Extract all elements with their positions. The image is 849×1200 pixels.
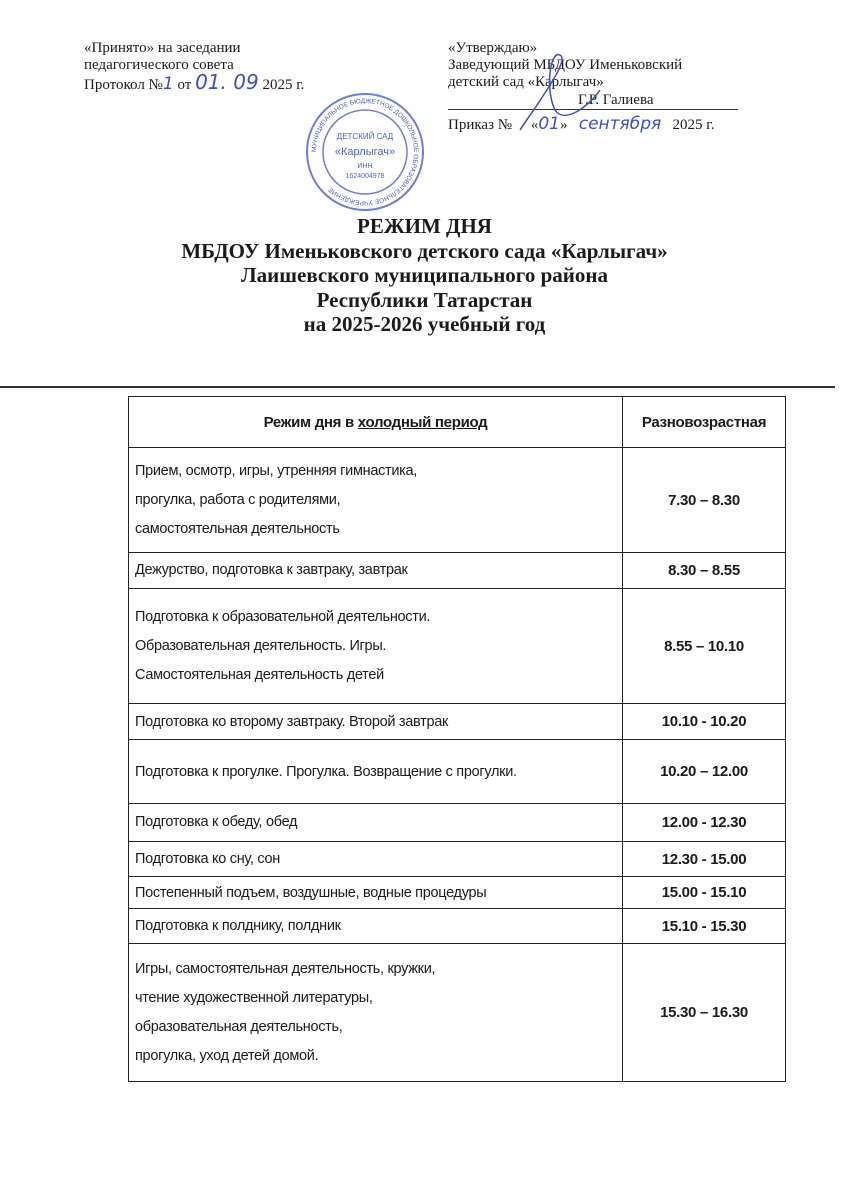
schedule-table: [128, 396, 786, 1082]
protocol-number-handwritten: 1: [162, 74, 174, 94]
table-row: [129, 589, 786, 704]
table-row: [129, 842, 786, 877]
activity-line: самостоятельная деятельность: [135, 520, 340, 537]
director-name: Г.Р. Галиева: [448, 92, 738, 110]
header-activity: [129, 397, 623, 448]
quote-open: «: [530, 117, 539, 133]
activity-cell: [129, 944, 623, 1082]
table-row: [129, 448, 786, 553]
activity-line: Самостоятельная деятельность детей: [135, 666, 384, 683]
protocol-prefix: Протокол №: [84, 77, 163, 93]
time-cell: 15.00 - 15.10: [623, 877, 786, 909]
time-cell: 8.55 – 10.10: [623, 589, 786, 704]
table-row: [129, 909, 786, 944]
approval-line1: «Утверждаю»: [448, 40, 538, 56]
activity-line: Подготовка к обеду, обед: [135, 814, 298, 830]
time-cell: 7.30 – 8.30: [623, 448, 786, 553]
activity-line: Подготовка к полднику, полдник: [135, 917, 341, 934]
time-cell: 15.10 - 15.30: [623, 909, 786, 944]
protocol-from: от: [177, 77, 192, 93]
activity-line: Подготовка ко сну, сон: [135, 850, 280, 867]
activity-line: Образовательная деятельность. Игры.: [135, 637, 387, 654]
stamp-line2: «Карлыгач»: [334, 146, 396, 158]
activity-line: прогулка, работа с родителями,: [135, 491, 341, 508]
protocol-line: [84, 70, 305, 94]
table-header-row: [129, 397, 786, 448]
time-cell: 12.00 - 12.30: [623, 804, 786, 842]
organization-stamp: [305, 92, 425, 212]
activity-line: образовательная деятельность,: [135, 1018, 343, 1035]
activity-cell: [129, 740, 623, 804]
header-period: холодный период: [357, 413, 488, 431]
protocol-date-handwritten: 01. 09: [195, 70, 259, 94]
activity-line: Подготовка к образовательной деятельности.: [135, 608, 431, 625]
title-line2: МБДОУ Именьковского детского сада «Карлыгач»: [181, 238, 668, 263]
activity-line: Подготовка к прогулке. Прогулка. Возвращение с прогулки.: [135, 763, 517, 780]
activity-cell: [129, 589, 623, 704]
adoption-block: [84, 40, 304, 94]
header-group: Разновозрастная: [623, 397, 786, 448]
divider: [0, 386, 835, 388]
activity-line: Постепенный подъем, воздушные, водные процедуры: [135, 884, 487, 901]
activity-line: Подготовка ко второму завтраку. Второй завтрак: [135, 713, 449, 730]
time-cell: 10.20 – 12.00: [623, 740, 786, 804]
approval-line3: детский сад «Карлыгач»: [448, 74, 604, 90]
table-row: [129, 877, 786, 909]
document-title: [0, 214, 849, 337]
activity-cell: [129, 877, 623, 909]
protocol-year: 2025 г.: [262, 77, 305, 93]
approval-line2: Заведующий МБДОУ Именьковский: [448, 57, 683, 73]
activity-line: прогулка, уход детей домой.: [135, 1047, 319, 1064]
activity-cell: [129, 909, 623, 944]
quote-close: »: [559, 117, 568, 133]
activity-cell: [129, 704, 623, 740]
time-cell: 15.30 – 16.30: [623, 944, 786, 1082]
activity-cell: [129, 448, 623, 553]
order-prefix: Приказ №: [448, 117, 513, 133]
adoption-line1: «Принято» на заседании: [84, 40, 241, 56]
order-month-handwritten: сентября: [578, 114, 662, 134]
adoption-line2: педагогического совета: [84, 57, 234, 73]
table-row: [129, 804, 786, 842]
activity-line: Дежурство, подготовка к завтраку, завтрак: [135, 562, 408, 578]
signature: [500, 50, 620, 140]
time-cell: 10.10 - 10.20: [623, 704, 786, 740]
time-cell: 8.30 – 8.55: [623, 553, 786, 589]
stamp-ring-text: МУНИЦИПАЛЬНОЕ БЮДЖЕТНОЕ ДОШКОЛЬНОЕ ОБРАЗОВАТЕЛЬНОЕ УЧРЕЖДЕНИЕ: [310, 97, 420, 207]
order-day-handwritten: 01: [538, 114, 560, 134]
activity-cell: [129, 842, 623, 877]
title-line1: РЕЖИМ ДНЯ: [357, 214, 492, 238]
activity-line: Игры, самостоятельная деятельность, кружки,: [135, 960, 436, 977]
title-line5: на 2025-2026 учебный год: [303, 312, 546, 336]
stamp-line4: 1624004978: [345, 173, 385, 180]
stamp-line1: ДЕТСКИЙ САД: [336, 132, 394, 141]
title-line4: Республики Татарстан: [316, 287, 533, 312]
table-row: [129, 704, 786, 740]
time-cell: 12.30 - 15.00: [623, 842, 786, 877]
title-line3: Лаишевского муниципального района: [241, 263, 608, 287]
header-prefix: Режим дня в: [263, 413, 358, 431]
stamp-line3: ИНН: [357, 163, 373, 170]
activity-cell: [129, 553, 623, 589]
table-row: [129, 553, 786, 589]
table-row: [129, 944, 786, 1082]
activity-cell: [129, 804, 623, 842]
table-row: [129, 740, 786, 804]
activity-line: Прием, осмотр, игры, утренняя гимнастика,: [135, 462, 418, 479]
activity-line: чтение художественной литературы,: [135, 989, 373, 1006]
order-year: 2025 г.: [672, 117, 715, 133]
